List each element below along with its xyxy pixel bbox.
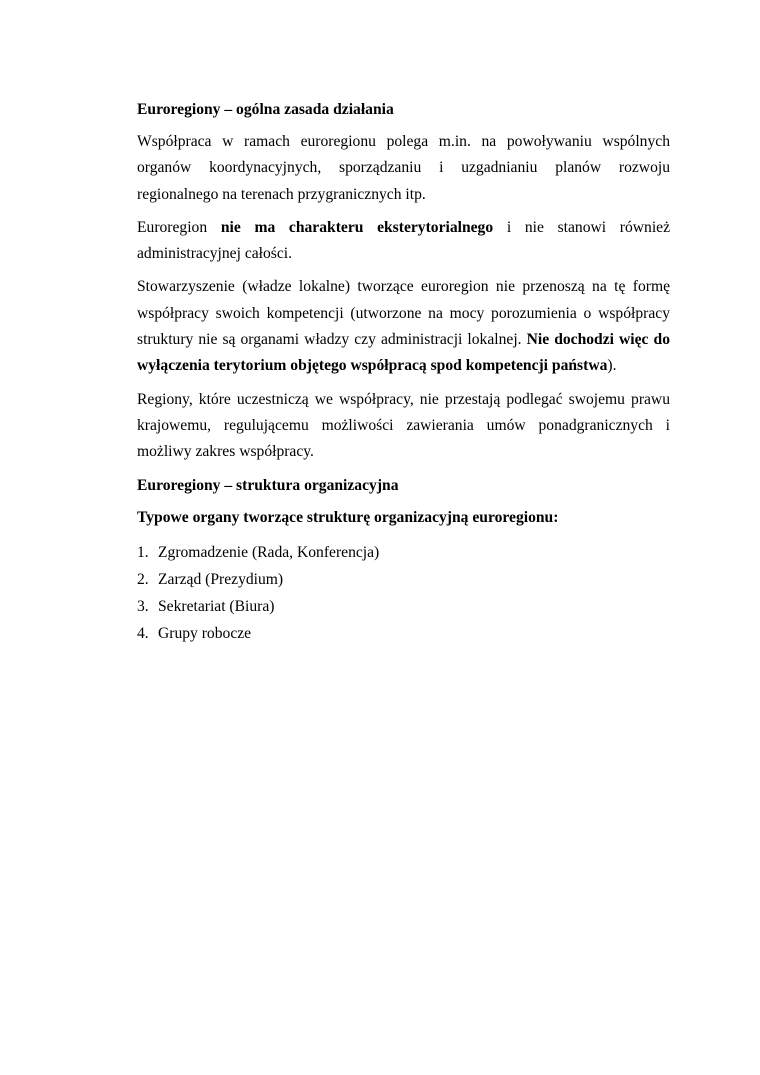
subheading-organy: Typowe organy tworzące strukturę organizacyjną euroregionu: [137,508,559,526]
list-item-text: Zarząd (Prezydium) [158,570,284,588]
list-item [137,620,670,647]
paragraph-text: ). [607,357,617,375]
paragraph-regiony: Regiony, które uczestniczą we współpracy, nie przestają podlegać swojemu prawu krajowemu, regulującemu możliwości zawierania umów ponadgranicznych i możliwy zakres współpracy. [137,390,670,461]
list-item [137,593,670,620]
list-item-text: Zgromadzenie (Rada, Konferencja) [158,543,380,561]
paragraph-text: i nie stanowi również administracyjnej całości. [137,218,670,263]
list-number: 4. [137,625,149,643]
list-number: 1. [137,543,149,561]
list-number: 3. [137,598,149,616]
list-number: 2. [137,570,149,588]
list-item-text: Grupy robocze [158,625,252,643]
paragraph-eksterytorialny [137,215,670,268]
paragraph-text: Stowarzyszenie (władze lokalne) tworzące euroregion nie przenoszą na tę formę współpracy swoich kompetencji (utworzone na mocy porozumienia o współpracy struktury nie są organami władzy czy administracji lokalnej. [137,278,670,349]
bold-phrase: nie ma charakteru eksterytorialnego [220,218,494,236]
bold-phrase: Nie dochodzi więc do wyłączenia terytorium objętego współpracą spod kompetencji państwa [137,331,671,375]
section-heading-zasada: Euroregiony – ogólna zasada działania [137,101,394,118]
list-item-text: Sekretariat (Biura) [158,598,275,616]
paragraph-stowarzyszenie [137,274,670,379]
document-page [137,97,670,648]
list-item [137,566,670,593]
section-heading-struktura: Euroregiony – struktura organizacyjna [137,476,399,494]
paragraph-wspolpraca: Współpraca w ramach euroregionu polega m.in. na powoływaniu wspólnych organów koordynacyjnych, sporządzaniu i uzgadnianiu planów rozwoju regionalnego na terenach przygranicznych itp. [137,133,670,203]
organs-list [137,539,670,648]
list-item [137,539,670,566]
paragraph-text: Euroregion [137,218,221,236]
